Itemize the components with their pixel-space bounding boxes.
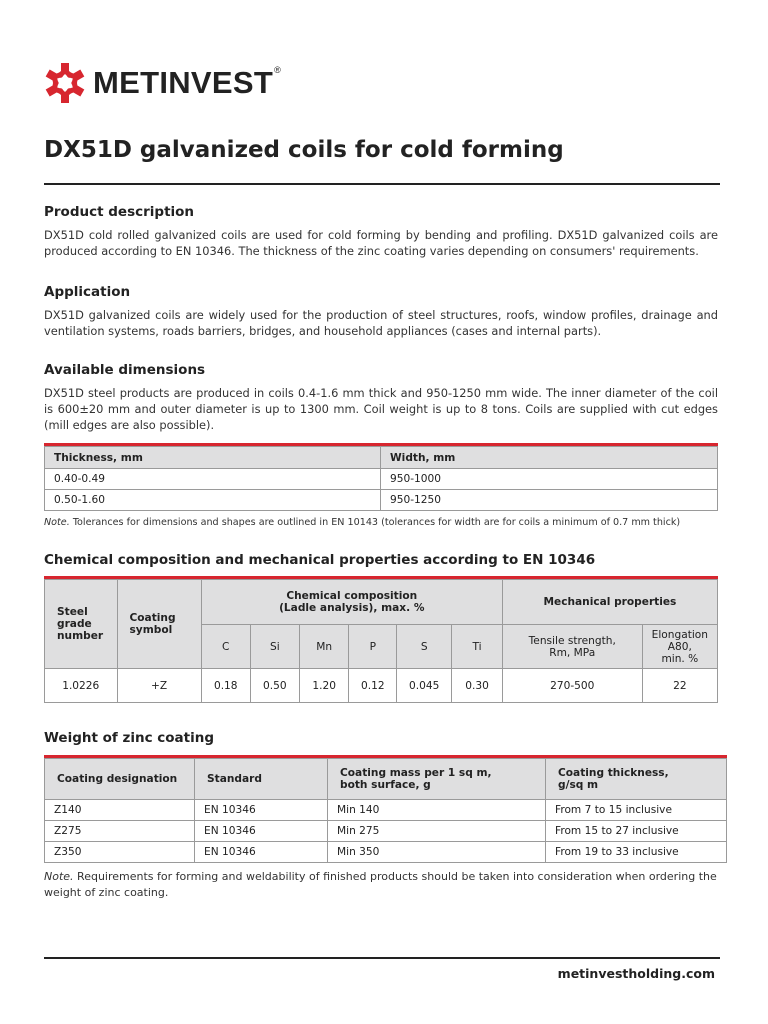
brand-name: METINVEST <box>93 65 274 100</box>
table-cell: Z140 <box>45 800 195 821</box>
table-cell: Z350 <box>45 842 195 863</box>
table-row <box>45 669 718 703</box>
table-cell: From 19 to 33 inclusive <box>546 842 727 863</box>
application-text: DX51D galvanized coils are widely used for the production of steel structures, roofs, window profiles, drainage and ventilation systems, roads barriers, bridges, and household appliances (cases and internal parts). <box>44 308 718 338</box>
table-header-row <box>45 759 727 800</box>
s-value-cell: 0.045 <box>397 669 452 703</box>
table-cell: Min 350 <box>328 842 546 863</box>
mechanical-properties-header: Mechanical properties <box>502 580 717 625</box>
table-row <box>45 821 727 842</box>
registered-mark: ® <box>274 65 281 75</box>
zinc-note <box>44 869 726 901</box>
element-ti-header: Ti <box>452 625 503 669</box>
element-p-header: P <box>349 625 397 669</box>
chemical-table <box>44 579 718 703</box>
note-label: Note. <box>44 517 70 528</box>
table-row <box>45 800 727 821</box>
tensile-strength-header <box>502 625 642 669</box>
element-c-header: C <box>201 625 250 669</box>
coating-symbol-header: Coating symbol <box>117 580 201 669</box>
chemical-composition-header <box>201 580 502 625</box>
designation-header: Coating designation <box>45 759 195 800</box>
mass-line-1: Coating mass per 1 sq m, <box>340 767 492 779</box>
elongation-value-cell: 22 <box>642 669 717 703</box>
elongation-header <box>642 625 717 669</box>
dimensions-heading: Available dimensions <box>44 362 206 378</box>
thickness-line-2: g/sq m <box>558 779 599 791</box>
footer-divider <box>44 957 720 959</box>
table-cell: 950-1000 <box>381 469 718 490</box>
table-cell: EN 10346 <box>195 821 328 842</box>
note-text: Requirements for forming and weldability of finished products should be taken into consideration when ordering the weight of zinc coating. <box>44 870 717 899</box>
website-link[interactable]: metinvestholding.com <box>557 966 715 981</box>
product-description-text: DX51D cold rolled galvanized coils are used for cold forming by bending and profiling. DX51D galvanized coils are produced according to EN 10346. The thickness of the zinc coating varies depending on consumers' requirements. <box>44 228 718 258</box>
ti-value-cell: 0.30 <box>452 669 503 703</box>
coating-mass-header <box>328 759 546 800</box>
c-value-cell: 0.18 <box>201 669 250 703</box>
thickness-header: Thickness, mm <box>45 447 381 469</box>
table-cell: From 15 to 27 inclusive <box>546 821 727 842</box>
table-cell: 950-1250 <box>381 490 718 511</box>
element-mn-header: Mn <box>299 625 349 669</box>
chem-subtitle: (Ladle analysis), max. % <box>279 602 425 614</box>
coating-thickness-header <box>546 759 727 800</box>
chem-title: Chemical composition <box>286 590 418 602</box>
elongation-line-1: Elongation A80, <box>651 628 708 653</box>
tensile-line-1: Tensile strength, <box>528 634 616 647</box>
table-row <box>45 490 718 511</box>
tensile-line-2: Rm, MPa <box>549 646 596 659</box>
coating-cell: +Z <box>117 669 201 703</box>
chemical-heading: Chemical composition and mechanical properties according to EN 10346 <box>44 552 596 568</box>
steel-grade-header: Steel grade number <box>45 580 118 669</box>
brand-logo <box>44 62 281 104</box>
table-row <box>45 842 727 863</box>
mn-value-cell: 1.20 <box>299 669 349 703</box>
table-cell: 0.50-1.60 <box>45 490 381 511</box>
table-cell: EN 10346 <box>195 800 328 821</box>
table-cell: Min 275 <box>328 821 546 842</box>
application-heading: Application <box>44 284 131 300</box>
table-header-row <box>45 447 718 469</box>
dimensions-text: DX51D steel products are produced in coils 0.4-1.6 mm thick and 950-1250 mm wide. The inner diameter of the coil is 600±20 mm and outer diameter is up to 1300 mm. Coil weight is up to 8 tons. Coils are supplied with cut edges (mill edges are also possible). <box>44 386 718 432</box>
table-cell: EN 10346 <box>195 842 328 863</box>
p-value-cell: 0.12 <box>349 669 397 703</box>
page-title: DX51D galvanized coils for cold forming <box>44 137 564 163</box>
thickness-line-1: Coating thickness, <box>558 767 669 779</box>
zinc-table <box>44 758 727 863</box>
title-divider <box>44 183 720 185</box>
metinvest-logo-icon <box>44 62 86 104</box>
table-cell: 0.40-0.49 <box>45 469 381 490</box>
si-value-cell: 0.50 <box>250 669 299 703</box>
dimensions-table <box>44 446 718 511</box>
table-cell: Z275 <box>45 821 195 842</box>
element-si-header: Si <box>250 625 299 669</box>
note-label: Note. <box>44 870 74 883</box>
width-header: Width, mm <box>381 447 718 469</box>
note-text: Tolerances for dimensions and shapes are outlined in EN 10143 (tolerances for width are for coils a minimum of 0.7 mm thick) <box>69 517 681 528</box>
mass-line-2: both surface, g <box>340 779 431 791</box>
zinc-heading: Weight of zinc coating <box>44 730 215 746</box>
product-description-heading: Product description <box>44 204 195 220</box>
grade-cell: 1.0226 <box>45 669 118 703</box>
table-row <box>45 469 718 490</box>
element-s-header: S <box>397 625 452 669</box>
table-cell: Min 140 <box>328 800 546 821</box>
dimensions-note <box>44 517 680 528</box>
standard-header: Standard <box>195 759 328 800</box>
table-cell: From 7 to 15 inclusive <box>546 800 727 821</box>
elongation-line-2: min. % <box>661 652 699 665</box>
table-header-row <box>45 580 718 625</box>
tensile-value-cell: 270-500 <box>502 669 642 703</box>
